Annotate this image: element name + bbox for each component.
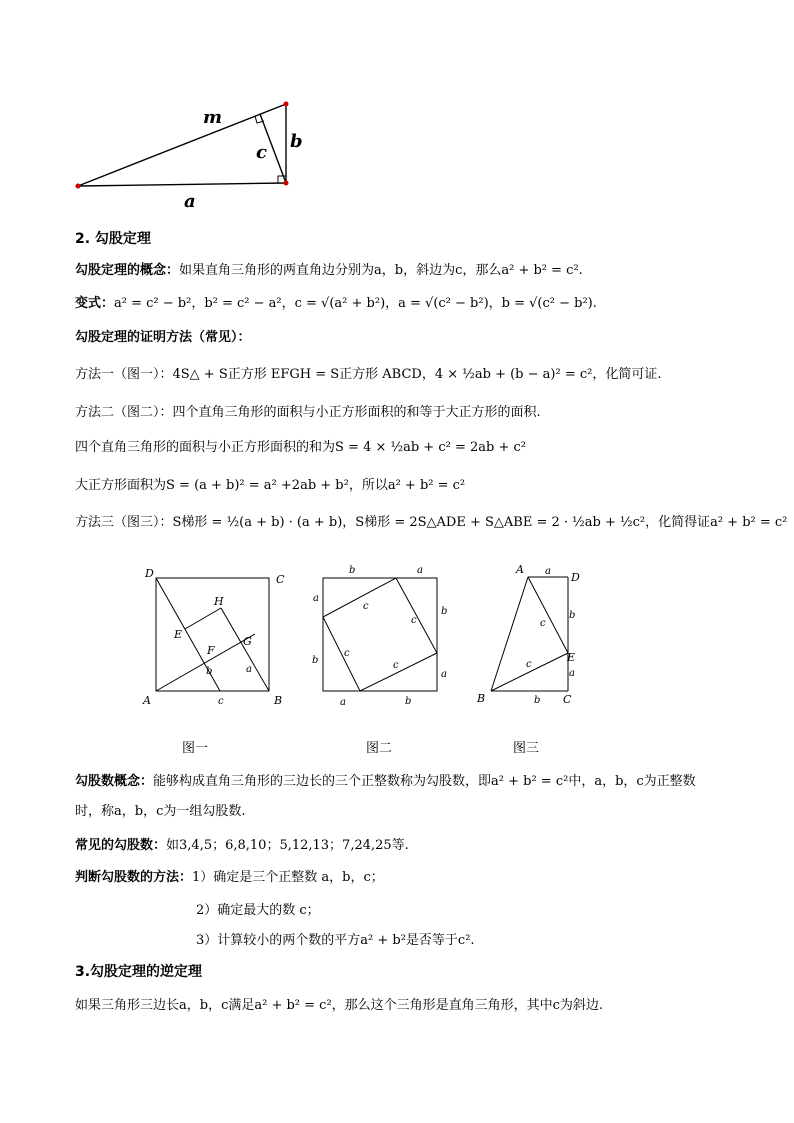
fig1-a: a (246, 664, 252, 675)
judge-step-3: 3）计算较小的两个数的平方a² + b²是否等于c². (196, 933, 475, 948)
fig1-E: E (174, 628, 183, 641)
fig2-caption: 图二 (366, 741, 393, 756)
common-line (75, 834, 409, 853)
method-2: 方法二（图二）：四个直角三角形的面积与小正方形面积的和等于大正方形的面积. (75, 405, 541, 420)
fig1-H: H (214, 595, 224, 608)
fig2-b-right: b (441, 606, 448, 617)
method-1: 方法一（图一）：4S△ + S正方形 EFGH = S正方形 ABCD，4 × ½ab + (b − a)² = c²，化简可证. (75, 367, 662, 382)
variant-line (75, 292, 597, 311)
fig1-F: F (207, 644, 215, 657)
converse-text: 如果三角形三边长a，b，c满足a² + b² = c²，那么这个三角形是直角三角形，其中c为斜边. (75, 998, 604, 1013)
fig1-C: C (276, 573, 285, 586)
fig2-a-bot: a (340, 697, 346, 708)
triple-label: 勾股数概念： (75, 774, 154, 789)
figure-3 (470, 560, 590, 710)
common-label: 常见的勾股数： (75, 838, 167, 853)
fig2-c-2: c (411, 615, 417, 626)
fig1-caption: 图一 (182, 741, 209, 756)
proof-label: 勾股定理的证明方法（常见）： (75, 330, 251, 345)
fig2-b-bot: b (405, 696, 412, 707)
fig3-C: C (563, 693, 572, 706)
fig2-b-top: b (349, 565, 356, 576)
variant-label: 变式： (75, 296, 115, 311)
fig2-b-left: b (312, 655, 319, 666)
fig3-c-2: c (526, 659, 532, 670)
top-triangle-figure (60, 90, 320, 215)
fig1-c: c (218, 696, 224, 707)
fig2-c-3: c (344, 648, 350, 659)
fig3-B: B (477, 692, 486, 705)
method-2-area: 四个直角三角形的面积与小正方形面积的和为S = 4 × ½ab + c² = 2ab + c² (75, 440, 526, 455)
judge-step-1: 1）确定是三个正整数 a，b，c； (192, 870, 384, 885)
fig1-A: A (143, 694, 151, 707)
fig3-c-1: c (540, 618, 546, 629)
fig2-c-1: c (363, 601, 369, 612)
fig3-A: A (516, 563, 524, 576)
variant-text: a² = c² − b²，b² = c² − a²，c = √(a² + b²)，a = √(c² − b²)，b = √(c² − b²). (114, 296, 597, 311)
concept-line (75, 259, 583, 278)
fig1-B: B (274, 694, 283, 707)
concept-text: 如果直角三角形的两直角边分别为a，b，斜边为c，那么a² + b² = c². (179, 263, 583, 278)
fig3-b-bot: b (534, 695, 541, 706)
common-text: 如3,4,5；6,8,10；5,12,13；7,24,25等. (166, 838, 409, 853)
judge-line (75, 866, 384, 885)
fig2-c-4: c (393, 660, 399, 671)
method-2-big-square: 大正方形面积为S = (a + b)² = a² +2ab + b²，所以a² + b² = c² (75, 478, 466, 493)
fig2-a-right: a (441, 669, 447, 680)
label-c: c (256, 142, 267, 163)
fig1-b: b (206, 666, 213, 677)
fig3-a-top: a (545, 566, 551, 577)
triple-text-1: 能够构成直角三角形的三边长的三个正整数称为勾股数，即a² + b² = c²中，a，b，c为正整数 (153, 774, 696, 789)
fig1-G: G (243, 635, 252, 648)
section-3-title: 3.勾股定理的逆定理 (75, 964, 203, 980)
triple-line-1 (75, 770, 696, 789)
triple-line-2: 时，称a，b，c为一组勾股数. (75, 804, 246, 819)
figure-2 (305, 560, 455, 710)
judge-label: 判断勾股数的方法： (75, 870, 193, 885)
judge-step-2: 2）确定最大的数 c； (196, 903, 320, 918)
fig3-a-right: a (569, 668, 575, 679)
fig3-caption: 图三 (513, 741, 540, 756)
method-3: 方法三（图三）：S梯形 = ½(a + b) · (a + b)，S梯形 = 2S△ADE + S△ABE = 2 · ½ab + ½c²，化简得证a² + b² = c² (75, 515, 788, 530)
fig2-a-top: a (417, 565, 423, 576)
fig3-b-right: b (569, 610, 576, 621)
label-m: m (203, 107, 223, 128)
fig1-D: D (145, 567, 154, 580)
label-b: b (290, 131, 303, 152)
figure-1 (138, 565, 288, 710)
concept-label: 勾股定理的概念： (75, 263, 180, 278)
fig3-E: E (567, 651, 576, 664)
section-2-title: 2. 勾股定理 (75, 231, 151, 247)
fig3-D: D (571, 571, 580, 584)
label-a: a (184, 191, 196, 212)
fig2-a-left: a (313, 593, 319, 604)
